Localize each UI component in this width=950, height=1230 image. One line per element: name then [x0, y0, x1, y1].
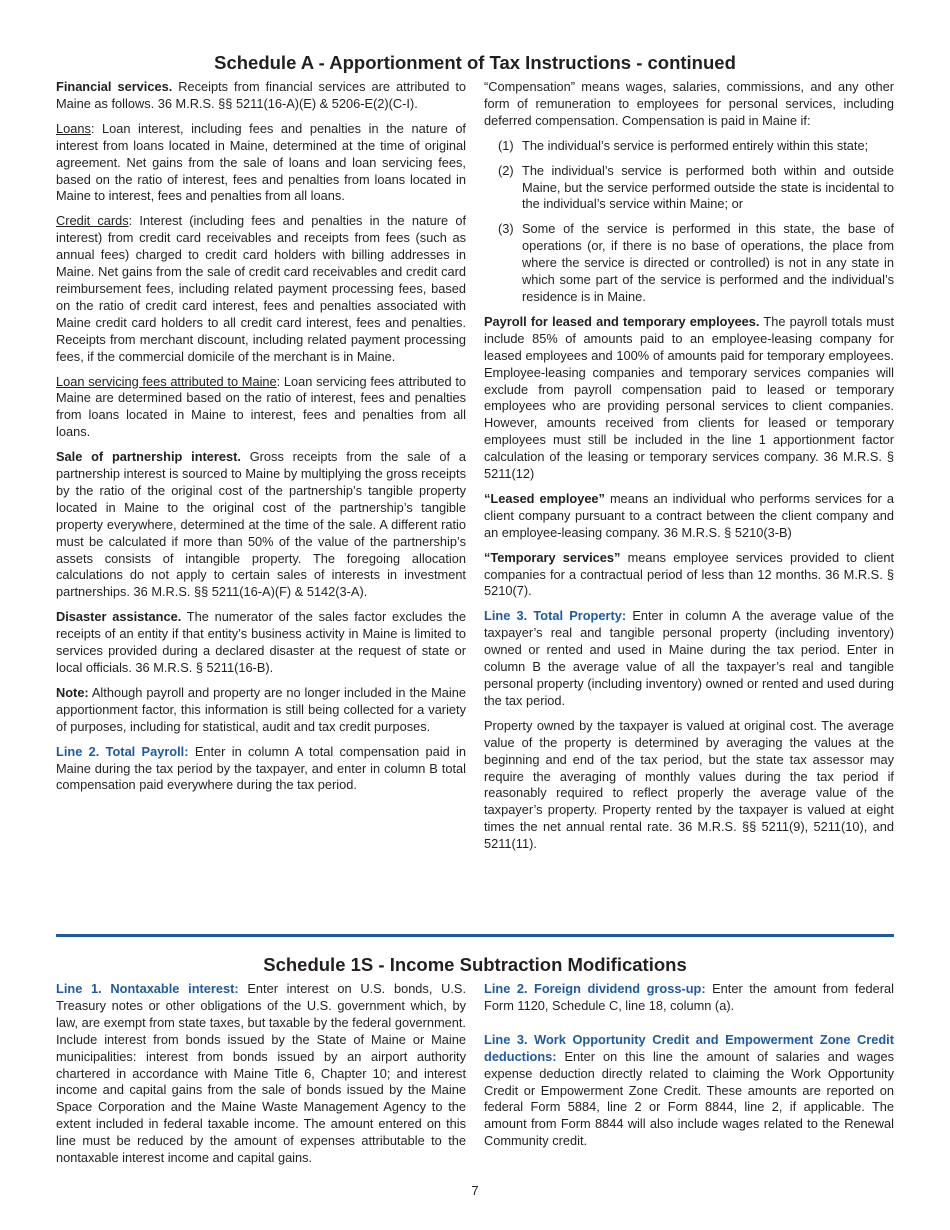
page-number: 7 — [471, 1183, 479, 1198]
leased-employee-text: means an individual who performs services for a client company pursuant to a contract between the client company and an employee-leasing company. 36 M.R.S. § 5210(3-B) — [484, 490, 894, 540]
list-item — [484, 163, 894, 214]
section-divider — [56, 934, 894, 937]
disaster-heading: Disaster assistance. — [56, 609, 182, 625]
list-item-text: The individual’s service is performed both within and outside Maine, but the service performed outside the state is incidental to the individual’s service within Maine; or — [522, 162, 894, 212]
leased-employee-heading: “Leased employee” — [484, 490, 605, 506]
property-valuation-paragraph: Property owned by the taxpayer is valued at original cost. The average value of the property is determined by averaging the values at the beginning and end of the tax period, but the state tax assessor may require the averaging of monthly values during the tax period if reasonably required to reflect properly the average value of the taxpayer’s property. Property rented by the taxpayer is valued at eight times the net annual rental rate. 36 M.R.S. §§ 5211(9), 5211(10), and 5211(11). — [484, 717, 894, 852]
financial-services-heading: Financial services. — [56, 79, 173, 94]
line3-property-text: Enter in column A the average value of the taxpayer’s real and tangible personal property (including inventory) owned or rented and used in Maine during the tax period. Enter in column B the average value of all the taxpayer’s real and tangible personal property (including inventory) owned or rented and used during the tax period. — [484, 608, 894, 708]
schedule-1s-right-column — [484, 981, 894, 1158]
loan-servicing-text: : Loan servicing fees attributed to Maine are determined based on the ratio of interest, fees and penalties from loans located in Maine to interest, fees and penalties from all loans. — [56, 373, 467, 440]
note-paragraph — [56, 685, 466, 736]
schedule-1s-left-column — [56, 981, 466, 1175]
line2-gross-up-text: Enter the amount from federal Form 1120, Schedule C, line 18, column (a). — [484, 981, 894, 1013]
loan-servicing-paragraph — [56, 374, 466, 442]
credit-cards-text: : Interest (including fees and penalties in the nature of interest) from credit card receivables and receipts from fees (such as annual fees) charged to credit card holders with billing addresses in Maine. Net gains from the sale of credit card receivables and credit card reimbursement fees, including related payment processing fees, based on the ratio of credit card interest, fees and penalties associated with Maine credit card holders to all credit card interest, fees and penalties. Receipts from merchant discount, including related payment processing fees, if the commercial domicile of the merchant is in Maine. — [56, 213, 466, 364]
disaster-text: The numerator of the sales factor excludes the receipts of an entity if that entity’s business activity in Maine is limited to services provided during a declared disaster at the request of state or local officials. 36 M.R.S. § 5211(16-B). — [56, 609, 466, 675]
partnership-heading: Sale of partnership interest. — [56, 449, 241, 465]
temporary-services-heading: “Temporary services” — [484, 549, 621, 565]
credit-cards-label: Credit cards — [56, 213, 129, 229]
loans-paragraph — [56, 121, 466, 206]
list-item — [484, 221, 894, 306]
schedule-a-left-column — [56, 79, 466, 802]
line2-payroll-text: Enter in column A total compensation paid in Maine during the tax period by the taxpayer, and enter in column B total compensation paid everywhere during the tax period. — [56, 743, 466, 793]
line3-work-opportunity-text: Enter on this line the amount of salaries and wages expense deduction directly related to claiming the Work Opportunity Credit or Empowerment Zone Credit. These amounts are reported on federal Form 5884, line 2 or Form 8844, line 2, if applicable. The amount from Form 8844 will also include wages related to the Renewal Community credit. — [484, 1048, 894, 1149]
list-item-number: (1) — [498, 137, 514, 153]
line3-property-paragraph — [484, 608, 894, 709]
schedule-a-title: Schedule A - Apportionment of Tax Instructions - continued — [214, 52, 736, 73]
line1-nontaxable-paragraph — [56, 981, 466, 1167]
payroll-leased-paragraph — [484, 314, 894, 483]
payroll-leased-heading: Payroll for leased and temporary employees. — [484, 313, 760, 329]
compensation-paragraph: “Compensation” means wages, salaries, commissions, and any other form of remuneration to employees for personal services, including deferred compensation. Compensation is paid in Maine if: — [484, 79, 894, 128]
partnership-paragraph — [56, 449, 466, 601]
partnership-text: Gross receipts from the sale of a partnership interest is sourced to Maine by multiplying the gross receipts by the ratio of the original cost of the partnership’s tangible property located in Maine to the original cost of the partnership’s tangible property everywhere, determined at the time of the sale. A different ratio must be calculated if more than 50% of the value of the partnership’s assets consists of intangible property. The foregoing allocation calculations do not apply to certain sales of interests in investment partnerships. 36 M.R.S. §§ 5211(16-A)(F) & 5142(3-A). — [56, 449, 466, 600]
financial-services-paragraph — [56, 79, 466, 113]
financial-services-text: Receipts from financial services are attributed to Maine as follows. 36 M.R.S. §§ 5211(16-A)(E) & 5206-E(2)(C-I). — [56, 79, 466, 111]
list-item-number: (3) — [498, 221, 514, 237]
payroll-leased-text: The payroll totals must include 85% of amounts paid to an employee-leasing company for leased employees and 100% of amounts paid for temporary employees. Employee-leasing companies and temporary services companies will exclude from payroll compensation paid to leased or temporary employees who are providing personal services to client companies. However, amounts received from clients for leased or temporary employees must still be included in the line 1 apportionment factor calculation of the leasing or temporary services company. 36 M.R.S. § 5211(12) — [484, 313, 894, 482]
list-item-text: Some of the service is performed in this state, the base of operations (or, if there is no base of operations, the place from where the service is directed or controlled) is not in any state in which some part of the service is performed and the individual’s residence is in Maine. — [522, 221, 894, 304]
schedule-1s-title: Schedule 1S - Income Subtraction Modifications — [263, 954, 687, 975]
line2-payroll-heading: Line 2. Total Payroll: — [56, 743, 189, 759]
list-item-text: The individual’s service is performed entirely within this state; — [522, 137, 869, 153]
line2-gross-up-paragraph — [484, 981, 894, 1015]
line2-gross-up-heading: Line 2. Foreign dividend gross-up: — [484, 981, 706, 996]
line1-nontaxable-text: Enter interest on U.S. bonds, U.S. Treasury notes or other obligations of the U.S. government which, by law, are exempt from state taxes, but taxable by the federal government. Include interest from bonds issued by the State of Maine or Maine municipalities: interest from bonds issued by an airport authority chartered in accordance with Maine Title 6, Chapter 10; and interest income and capital gains from the sale of bonds issued by the Maine Space Corporation and the Maine Waste Management Agency to the extent included in federal taxable income. The amount entered on this line must be reduced by the amount of expenses attributable to the nontaxable interest income and capital gains. — [56, 981, 466, 1166]
temporary-services-text: means employee services provided to client companies for a contractual period of less than 12 months. 36 M.R.S. § 5210(7). — [484, 549, 895, 599]
line2-payroll-paragraph — [56, 744, 466, 795]
loan-servicing-label: Loan servicing fees attributed to Maine — [56, 373, 277, 389]
line3-property-heading: Line 3. Total Property: — [484, 608, 627, 624]
note-text: Although payroll and property are no longer included in the Maine apportionment factor, this information is still being collected for a variety of purposes, including for statistical, audit and tax credit purposes. — [56, 684, 466, 734]
leased-employee-paragraph — [484, 491, 894, 542]
temporary-services-paragraph — [484, 550, 894, 601]
list-item-number: (2) — [498, 162, 514, 178]
credit-cards-paragraph — [56, 213, 466, 365]
disaster-paragraph — [56, 609, 466, 677]
list-item — [484, 138, 894, 155]
compensation-list — [484, 138, 894, 306]
line1-nontaxable-heading: Line 1. Nontaxable interest: — [56, 981, 239, 996]
line3-work-opportunity-paragraph — [484, 1032, 894, 1150]
loans-label: Loans — [56, 120, 91, 136]
line3-work-opportunity-heading: Line 3. Work Opportunity Credit and Empowerment Zone Credit deductions: — [484, 1031, 894, 1064]
note-heading: Note: — [56, 684, 89, 700]
schedule-a-right-column — [484, 79, 894, 861]
loans-text: : Loan interest, including fees and penalties in the nature of interest from loans located in Maine, determined at the time of original agreement. Net gains from the sale of loans and loan servicing fees, based on the ratio of interest, fees and penalties from loans located in Maine to interest, fees and penalties from all loans. — [56, 120, 466, 204]
